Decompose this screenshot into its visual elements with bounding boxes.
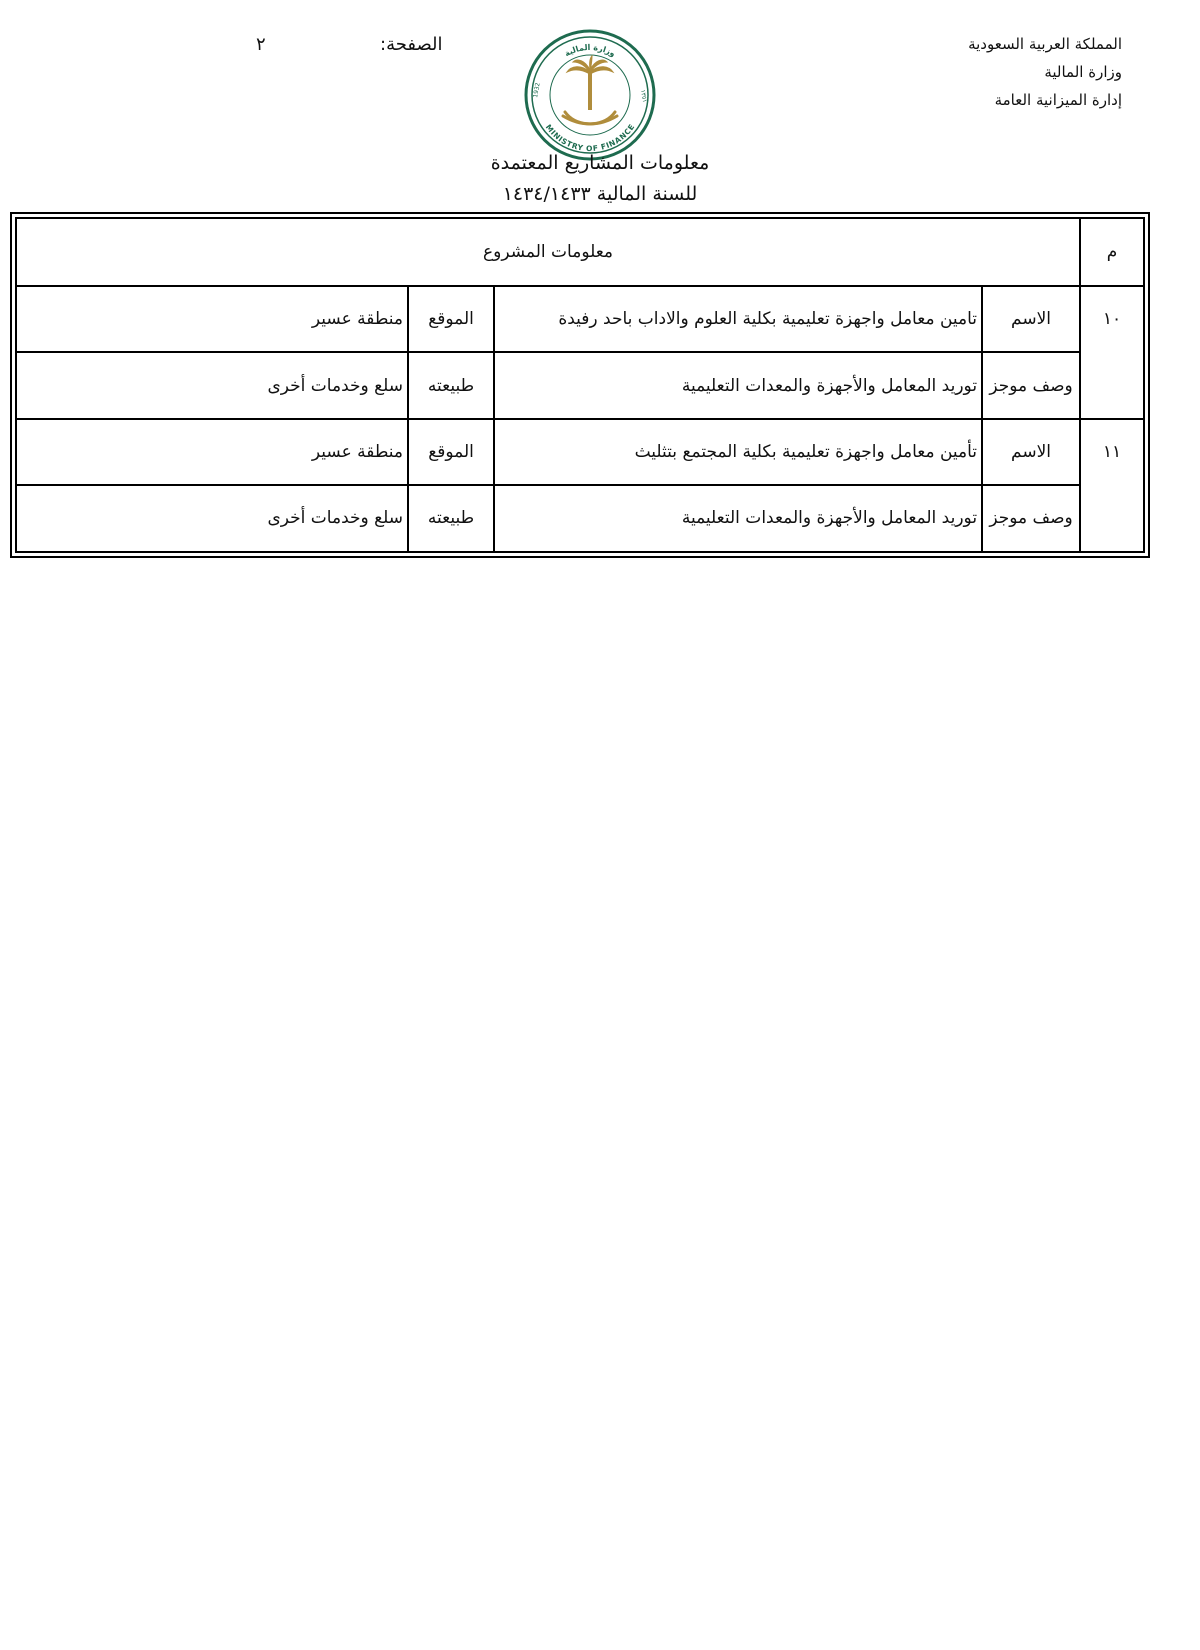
table-row [16,286,1144,352]
ministry-seal-logo [523,28,657,162]
projects-table-frame [10,212,1150,558]
project-nature: سلع وخدمات أخرى [16,485,408,552]
country-name: المملكة العربية السعودية [968,35,1122,53]
project-index: ١١ [1080,419,1144,552]
project-name: تامين معامل واجهزة تعليمية بكلية العلوم والاداب باحد رفيدة [494,286,982,352]
location-label: الموقع [408,286,494,352]
document-title: معلومات المشاريع المعتمدة [490,152,710,174]
page-number: ٢ [256,34,266,55]
organization-header [968,30,1122,114]
svg-text:وزارة المالية [563,43,617,58]
table-header-row [16,218,1144,286]
ministry-name: وزارة المالية [1044,63,1122,81]
location-label: الموقع [408,419,494,485]
table-row [16,352,1144,419]
table-row [16,485,1144,552]
palm-tree-icon [567,56,613,110]
project-location: منطقة عسير [16,286,408,352]
seal-bottom-text: MINISTRY OF FINANCE [543,122,637,154]
project-name: تأمين معامل واجهزة تعليمية بكلية المجتمع بتثليث [494,419,982,485]
project-description: توريد المعامل والأجهزة والمعدات التعليمية [494,352,982,419]
fiscal-year-subtitle: للسنة المالية ١٤٣٤/١٤٣٣ [502,183,698,205]
table-row [16,419,1144,485]
index-column-header: م [1080,218,1144,286]
project-index: ١٠ [1080,286,1144,419]
project-description: توريد المعامل والأجهزة والمعدات التعليمية [494,485,982,552]
name-label: الاسم [982,286,1080,352]
seal-year-right: ١٣٥١ [639,89,649,104]
nature-label: طبيعته [408,485,494,552]
project-nature: سلع وخدمات أخرى [16,352,408,419]
projects-table [15,217,1145,553]
page-label: الصفحة: [380,34,443,55]
name-label: الاسم [982,419,1080,485]
seal-top-text: وزارة المالية [562,42,618,59]
project-info-header: معلومات المشروع [16,218,1080,286]
project-location: منطقة عسير [16,419,408,485]
description-label: وصف موجز [982,485,1080,552]
crossed-swords-icon [563,112,617,124]
description-label: وصف موجز [982,352,1080,419]
department-name: إدارة الميزانية العامة [994,91,1122,109]
nature-label: طبيعته [408,352,494,419]
seal-year-left: 1932 [532,82,542,99]
